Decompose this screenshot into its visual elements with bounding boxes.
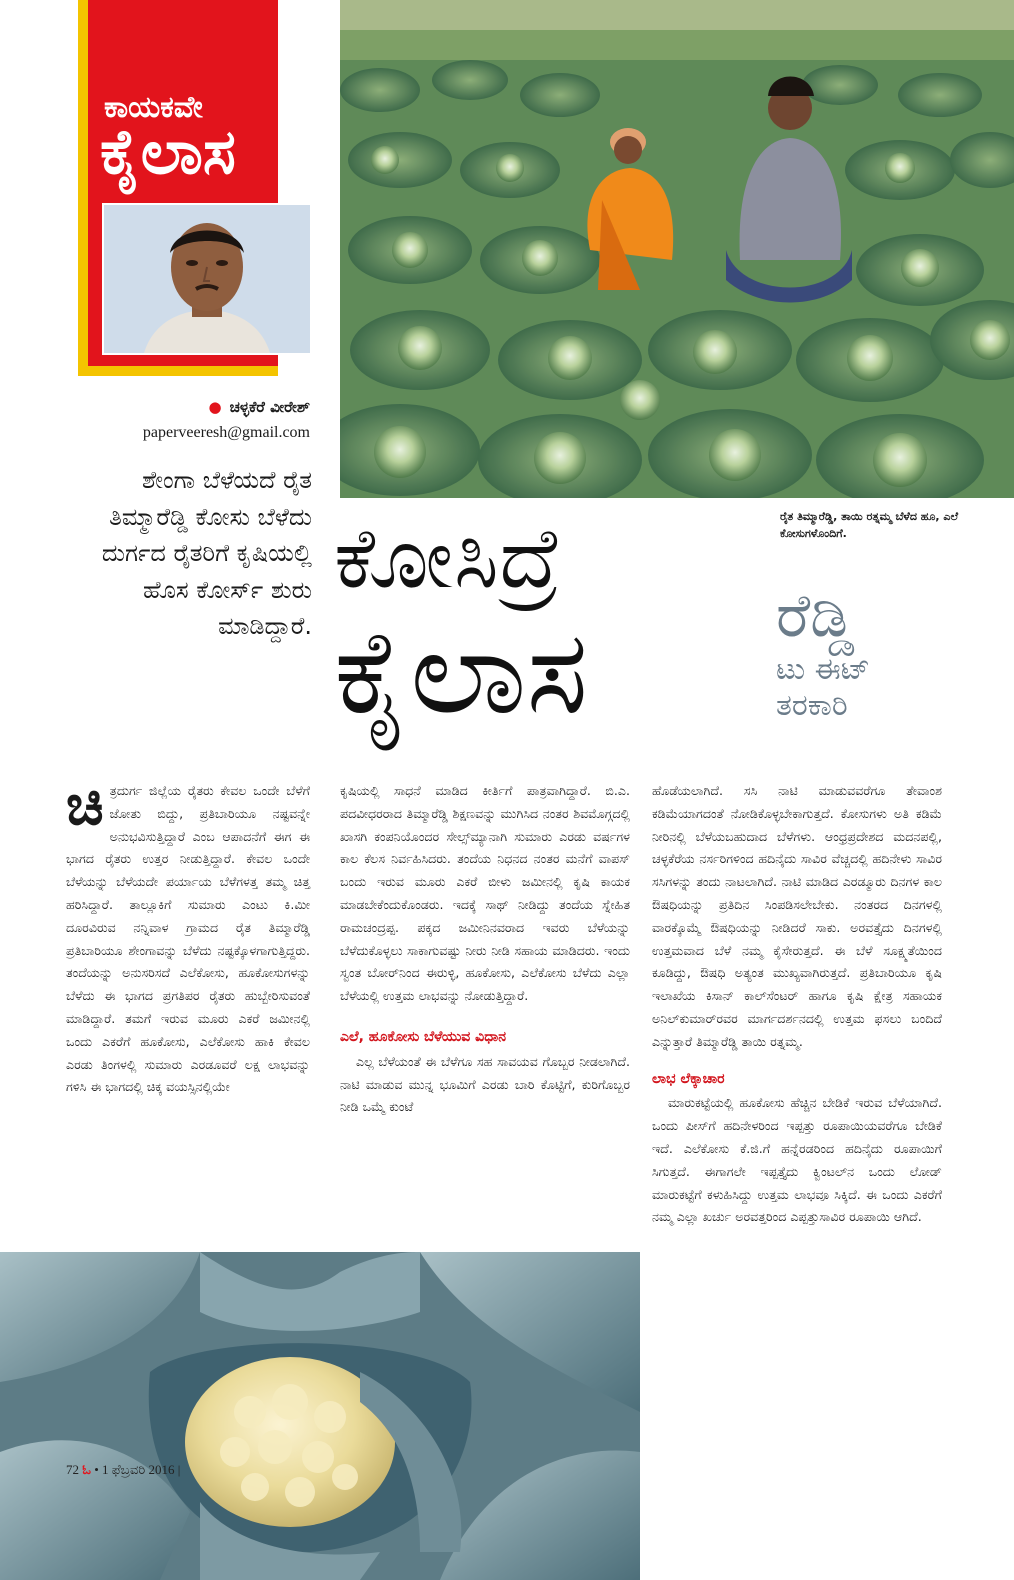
headline-line-1: ಕೋಸಿದ್ರೆ xyxy=(334,509,562,607)
side-title xyxy=(776,580,1011,724)
page-number: 72 xyxy=(66,1462,79,1477)
body-column-2-text: ಕೃಷಿಯಲ್ಲಿ ಸಾಧನೆ ಮಾಡಿದ ಕೀರ್ತಿಗೆ ಪಾತ್ರವಾಗಿದ್ದಾರೆ. ಬಿ.ಎ. ಪದವೀಧರರಾದ ತಿಮ್ಮಾರೆಡ್ಡಿ ಶಿಕ್ಷಣವನ್ನು ಮುಗಿಸಿದ ನಂತರ ಶಿವಮೊಗ್ಗದಲ್ಲಿ ಖಾಸಗಿ ಕಂಪನಿಯೊಂದರ ಸೇಲ್ಸ್‌ಮ್ಯಾನಾಗಿ ಸುಮಾರು ಎರಡು ವರ್ಷಗಳ ಕಾಲ ಕೆಲಸ ನಿರ್ವಹಿಸಿದರು. ತಂದೆಯ ನಿಧನದ ನಂತರ ಮನೆಗೆ ವಾಪಸ್ ಬಂದು ಇರುವ ಮೂರು ಎಕರೆ ಬೀಳು ಜಮೀನಲ್ಲಿ ಕೃಷಿ ಕಾಯಕ ಮಾಡಬೇಕೆಂದುಕೊಂಡರು. ಇದಕ್ಕೆ ಸಾಥ್ ನೀಡಿದ್ದು ತಂದೆಯ ಸ್ನೇಹಿತ ರಾಮಚಂದ್ರಪ್ಪ. ಪಕ್ಕದ ಜಮೀನಿನವರಾದ ಇವರು ಬೆಳೆಯನ್ನು ಬೆಳೆದುಕೊಳ್ಳಲು ಸಾಕಾಗುವಷ್ಟು ನೀರು ನೀಡಿ ಸಹಾಯ ಮಾಡಿದರು. ಇಂದು ಸ್ವಂತ ಬೋರ್‌ನಿಂದ ಈರುಳ್ಳಿ, ಹೂಕೋಸು, ಎಲೆಕೋಸು ಬೆಳೆದು ಎಲ್ಲಾ ಬೆಳೆಯಲ್ಲಿ ಉತ್ತಮ ಲಾಭವನ್ನು ನೋಡುತ್ತಿದ್ದಾರೆ. xyxy=(340,783,630,1004)
subhead-growing-method: ಎಲೆ, ಹೂಕೋಸು ಬೆಳೆಯುವ ವಿಧಾನ xyxy=(340,1028,506,1045)
issue-date: • 1 ಫೆಬ್ರವರಿ 2016 | xyxy=(94,1462,181,1477)
headline xyxy=(334,508,754,738)
body-column-1-text: ತ್ರದುರ್ಗ ಜಿಲ್ಲೆಯ ರೈತರು ಕೇವಲ ಒಂದೇ ಬೆಳೆಗೆ ಜೋತು ಬಿದ್ದು, ಪ್ರತಿಬಾರಿಯೂ ನಷ್ಟವನ್ನೇ ಅನುಭವಿಸುತ್ತಿದ್ದಾರೆ ಎಂಬ ಆಪಾದನೆಗೆ ಈಗ ಈ ಭಾಗದ ರೈತರು ಉತ್ತರ ನೀಡುತ್ತಿದ್ದಾರೆ. ಕೇವಲ ಒಂದೇ ಬೆಳೆಯನ್ನು ಬೆಳೆಯದೇ ಪರ್ಯಾಯ ಬೆಳೆಗಳತ್ತ ತಮ್ಮ ಚಿತ್ತ ಹರಿಸಿದ್ದಾರೆ. ತಾಲ್ಲೂಕಿಗೆ ಸುಮಾರು ಎಂಟು ಕಿ.ಮೀ ದೂರವಿರುವ ನನ್ನಿವಾಳ ಗ್ರಾಮದ ರೈತ ತಿಮ್ಮಾರೆಡ್ಡಿ ಪ್ರತಿಬಾರಿಯೂ ಶೇಂಗಾವನ್ನು ಬೆಳೆದು ನಷ್ಟಕ್ಕೊಳಗಾಗುತ್ತಿದ್ದರು. ತಂದೆಯನ್ನು ಅನುಸರಿಸದೆ ಎಲೆಕೋಸು, ಹೂಕೋಸುಗಳನ್ನು ಬೆಳೆದು ಈ ಭಾಗದ ಪ್ರಗತಿಪರ ರೈತರು ಹುಬ್ಬೇರಿಸುವಂತೆ ಮಾಡಿದ್ದಾರೆ. ತಮಗೆ ಇರುವ ಮೂರು ಎಕರೆ ಜಮೀನಲ್ಲಿ ಒಂದು ಎಕರೆಗೆ ಹೂಕೋಸು, ಎಲೆಕೋಸು ಹಾಕಿ ಕೇವಲ ಎರಡು ತಿಂಗಳಲ್ಲಿ ಸುಮಾರು ಎರಡೂವರೆ ಲಕ್ಷ ಲಾಭವನ್ನು ಗಳಿಸಿ ಈ ಭಾಗದಲ್ಲಿ ಚಿಕ್ಕ ವಯಸ್ಸಿನಲ್ಲಿಯೇ xyxy=(66,783,310,1095)
author-portrait-illustration xyxy=(104,205,310,353)
bullet-dot-icon: ● xyxy=(208,398,222,416)
column-title: ಕೈಲಾಸ xyxy=(100,115,236,188)
body-column-3-text-continued: ಮಾರುಕಟ್ಟೆಯಲ್ಲಿ ಹೂಕೋಸು ಹೆಚ್ಚಿನ ಬೇಡಿಕೆ ಇರುವ ಬೆಳೆಯಾಗಿದೆ. ಒಂದು ಪೀಸ್‌ಗೆ ಹದಿನೇಳರಿಂದ ಇಪ್ಪತ್ತು ರೂಪಾಯಿಯವರೆಗೂ ಬೇಡಿಕೆ ಇದೆ. ಎಲೆಕೋಸು ಕೆ.ಜಿ.ಗೆ ಹನ್ನೆರಡರಿಂದ ಹದಿನೈದು ರೂಪಾಯಿಗೆ ಸಿಗುತ್ತದೆ. ಈಗಾಗಲೇ ಇಪ್ಪತ್ತೈದು ಕ್ವಿಂಟಲ್‌ನ ಒಂದು ಲೋಡ್ ಮಾರುಕಟ್ಟೆಗೆ ಕಳುಹಿಸಿದ್ದು ಉತ್ತಮ ಲಾಭವೂ ಸಿಕ್ಕಿದೆ. ಈ ಒಂದು ಎಕರೆಗೆ ನಮ್ಮ ಎಲ್ಲಾ ಖರ್ಚು ಅರವತ್ತರಿಂದ ಎಪ್ಪತ್ತುಸಾವಿರ ರೂಪಾಯಿ ಆಗಿದೆ. xyxy=(652,1095,942,1225)
page-folio xyxy=(66,1462,180,1478)
body-column-3-text: ಹೊಡೆಯಲಾಗಿದೆ. ಸಸಿ ನಾಟಿ ಮಾಡುವವರೆಗೂ ತೇವಾಂಶ ಕಡಿಮೆಯಾಗದಂತೆ ನೋಡಿಕೊಳ್ಳಬೇಕಾಗುತ್ತದೆ. ಕೋಸುಗಳು ಅತಿ ಕಡಿಮೆ ನೀರಿನಲ್ಲಿ ಬೆಳೆಯಬಹುದಾದ ಬೆಳೆಗಳು. ಆಂಧ್ರಪ್ರದೇಶದ ಮದನಪಲ್ಲಿ, ಚಳ್ಳಕೆರೆಯ ನರ್ಸರಿಗಳಿಂದ ಹದಿನೈದು ಸಾವಿರ ವೆಚ್ಚದಲ್ಲಿ ಹದಿನೇಳು ಸಾವಿರ ಸಸಿಗಳನ್ನು ತಂದು ನಾಟಲಾಗಿದೆ. ನಾಟಿ ಮಾಡಿದ ಎರಡ್ಮೂರು ದಿನಗಳ ಕಾಲ ಔಷಧಿಯನ್ನು ಪ್ರತಿದಿನ ಸಿಂಪಡಿಸಲೇಬೇಕು. ನಂತರದ ದಿನಗಳಲ್ಲಿ ವಾರಕ್ಕೊಮ್ಮೆ ಔಷಧಿಯನ್ನು ನೀಡಿದರೆ ಸಾಕು. ಅರವತ್ತೈದು ದಿನಗಳಲ್ಲಿ ಉತ್ತಮವಾದ ಬೆಳೆ ನಮ್ಮ ಕೈಸೇರುತ್ತದೆ. ಈ ಬೆಳೆ ಸೂಕ್ಷ್ಮತೆಯಿಂದ ಕೂಡಿದ್ದು, ಔಷಧಿ ಅತ್ಯಂತ ಮುಖ್ಯವಾಗಿರುತ್ತದೆ. ಪ್ರತಿಬಾರಿಯೂ ಕೃಷಿ ಇಲಾಖೆಯ ಕಿಸಾನ್ ಕಾಲ್‌ಸೆಂಟರ್ ಹಾಗೂ ಕೃಷಿ ಕ್ಷೇತ್ರ ಸಹಾಯಕ ಅನಿಲ್‌ಕುಮಾರ್‌ರವರ ಮಾರ್ಗದರ್ಶನದಲ್ಲಿ ಉತ್ತಮ ಫಸಲು ಬಂದಿದೆ ಎನ್ನುತ್ತಾರೆ ತಿಮ್ಮಾರೆಡ್ಡಿ ತಾಯಿ ರತ್ನಮ್ಮ. xyxy=(652,783,942,1049)
hero-photo-cabbage-field xyxy=(340,0,1014,498)
body-column-2-text-continued: ಎಲ್ಲ ಬೆಳೆಯಂತೆ ಈ ಬೆಳೆಗೂ ಸಹ ಸಾವಯವ ಗೊಬ್ಬರ ನೀಡಲಾಗಿದೆ. ನಾಟಿ ಮಾಡುವ ಮುನ್ನ ಭೂಮಿಗೆ ಎರಡು ಬಾರಿ ಕೊಟ್ಟಿಗೆ, ಕುರಿಗೊಬ್ಬರ ನೀಡಿ ಒಮ್ಮೆ ಕುಂಟೆ xyxy=(340,1053,630,1115)
cabbage-field-illustration xyxy=(340,0,1014,498)
cauliflower-illustration xyxy=(0,1252,640,1580)
photo-caption: ರೈತ ತಿಮ್ಮಾರೆಡ್ಡಿ, ತಾಯಿ ರತ್ನಮ್ಮ ಬೆಳೆದ ಹೂ, ಎಲೆ ಕೋಸುಗಳೊಂದಿಗೆ. xyxy=(780,510,959,540)
body-column-3 xyxy=(652,780,942,1229)
side-title-line-1: ರೆಡ್ಡಿ xyxy=(776,581,855,651)
body-column-1 xyxy=(66,773,310,1099)
cauliflower-photo xyxy=(0,1252,640,1580)
column-kicker: ಕಾಯಕವೇ xyxy=(104,90,203,125)
byline xyxy=(150,398,310,416)
magazine-mark: ಓ xyxy=(82,1462,91,1477)
body-column-2 xyxy=(340,780,630,1119)
side-title-line-2: ಟು ಈಟ್ xyxy=(776,652,871,687)
drop-cap: ಚಿ xyxy=(66,773,104,838)
author-name: ಚಳ್ಳಕೆರೆ ವೀರೇಶ್ xyxy=(229,398,310,416)
headline-line-2: ಕೈಲಾಸ xyxy=(334,605,589,740)
side-title-line-3: ತರಕಾರಿ xyxy=(776,688,848,723)
author-photo xyxy=(102,203,312,355)
story-deck: ಶೇಂಗಾ ಬೆಳೆಯದೆ ರೈತ ತಿಮ್ಮಾರೆಡ್ಡಿ ಕೋಸು ಬೆಳೆದು ದುರ್ಗದ ರೈತರಿಗೆ ಕೃಷಿಯಲ್ಲಿ ಹೊಸ ಕೋರ್ಸ್ ಶುರು ಮಾಡಿದ್ದಾರೆ. xyxy=(101,466,312,640)
author-email[interactable]: paperveeresh@gmail.com xyxy=(142,424,310,441)
subhead-profit-calculation: ಲಾಭ ಲೆಕ್ಕಾಚಾರ xyxy=(652,1070,725,1087)
